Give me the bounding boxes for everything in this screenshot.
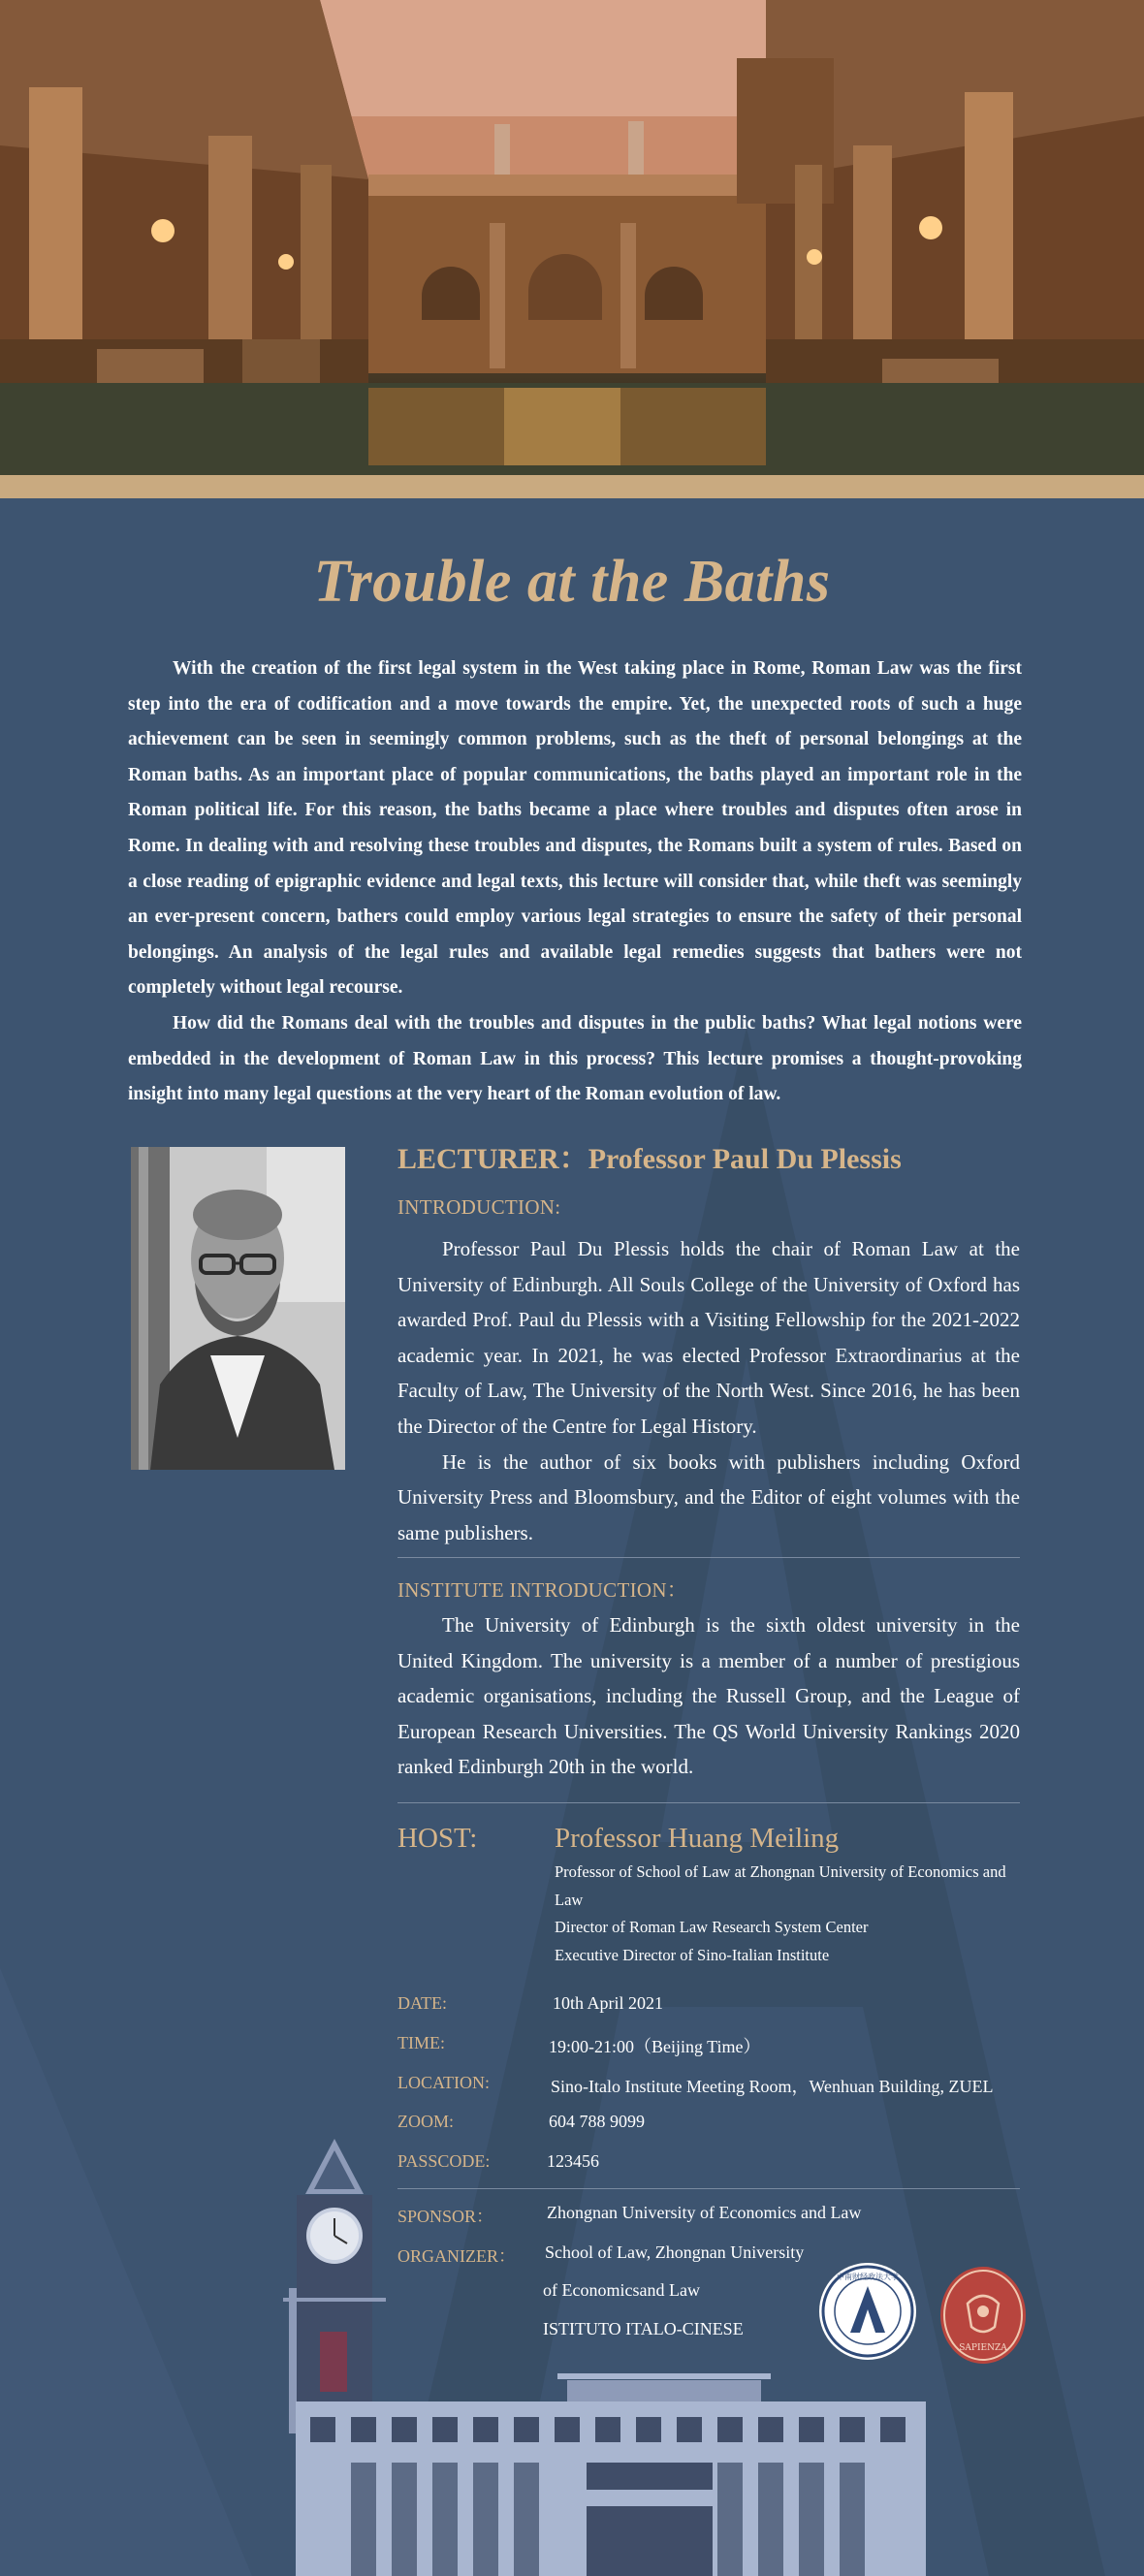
znufe-logo-text: 中南财经政法大学 xyxy=(837,2273,899,2281)
introduction-label: INTRODUCTION: xyxy=(397,1195,561,1219)
organizer-label: ORGANIZER： xyxy=(397,2246,516,2266)
abstract-paragraph: With the creation of the first legal system in the West taking place in Rome, Roman Law was the first step into the era of codification and a move towards the empire. Yet, the unexpected roots of such a huge achievement can be seen in seemingly common problems, such as the theft of personal belongings at the Roman baths. As an important place of popular communications, the baths played an important role in the Roman political life. For this reason, the baths became a place where troubles and disputes often arose in Rome. In dealing with and resolving these troubles and disputes, the Romans built a system of rules. Based on a close reading of epigraphic evidence and legal texts, this lecture will consider that, while theft was seemingly an ever-present concern, bathers could employ various legal strategies to ensure the safety of their personal belongings. An analysis of the legal rules and available legal remedies suggests that bathers were not completely without legal recourse. xyxy=(128,658,1022,999)
institute-introduction xyxy=(397,1607,1020,1785)
host-title-line: Executive Director of Sino-Italian Institute xyxy=(555,1945,830,1964)
znufe-emblem-icon xyxy=(819,2263,916,2360)
organizer-line: School of Law, Zhongnan University xyxy=(545,2242,805,2262)
organizer-line: ISTITUTO ITALO-CINESE xyxy=(543,2319,744,2338)
location-label: LOCATION: xyxy=(397,2073,490,2092)
host-title-line: Director of Roman Law Research System Center xyxy=(555,1918,869,1936)
passcode-value: 123456 xyxy=(547,2151,599,2171)
organizer-line: of Economicsand Law xyxy=(543,2280,700,2300)
sapienza-logo xyxy=(940,2267,1026,2364)
roman-baths-illustration xyxy=(0,0,1144,475)
sapienza-emblem-icon xyxy=(940,2267,1026,2364)
znufe-logo xyxy=(819,2263,916,2360)
institute-introduction-label: INSTITUTE INTRODUCTION： xyxy=(397,1578,688,1602)
location-value: Sino-Italo Institute Meeting Room，Wenhuan Building, ZUEL xyxy=(551,2077,994,2096)
date-value: 10th April 2021 xyxy=(553,1993,664,2013)
lecturer-introduction xyxy=(397,1231,1020,1550)
lecture-abstract xyxy=(128,652,1022,1113)
host-label: HOST: xyxy=(397,1823,478,1854)
section-divider xyxy=(397,1802,1020,1803)
sponsor-value: Zhongnan University of Economics and Law xyxy=(547,2203,862,2222)
introduction-paragraph: Professor Paul Du Plessis holds the chair of Roman Law at the University of Edinburgh. All Souls College of the University of Oxford has awarded Prof. Paul du Plessis with a Visiting Fellowship for the 2021-2022 academic year. In 2021, he was elected Professor Extraordinarius at the Faculty of Law, The University of the North West. Since 2016, he has been the Director of the Centre for Legal History. xyxy=(397,1237,1020,1438)
clock-tower-icon xyxy=(283,2139,386,2433)
date-label: DATE: xyxy=(397,1993,447,2013)
zoom-label: ZOOM: xyxy=(397,2112,454,2131)
time-label: TIME: xyxy=(397,2033,445,2052)
abstract-paragraph: How did the Romans deal with the troubles and disputes in the public baths? What legal notions were embedded in the development of Roman Law in this process? This lecture promises a thought-provoking insight into many legal questions at the very heart of the Roman evolution of law. xyxy=(128,1012,1022,1105)
lecturer-portrait-icon xyxy=(131,1147,345,1470)
time-value: 19:00-21:00（Beijing Time） xyxy=(549,2037,761,2056)
host-name: Professor Huang Meiling xyxy=(555,1823,840,1854)
lecturer-photo xyxy=(131,1147,345,1470)
page-title: Trouble at the Baths xyxy=(313,549,831,615)
hero-gold-stripe xyxy=(0,475,1144,498)
sponsor-label: SPONSOR： xyxy=(397,2207,494,2226)
host-titles xyxy=(555,1859,1030,1969)
hero-photo-roman-baths xyxy=(0,0,1144,475)
introduction-paragraph: He is the author of six books with publishers including Oxford University Press and Bloomsbury, and the Editor of eight volumes with the same publishers. xyxy=(397,1449,1020,1544)
host-title-line: Professor of School of Law at Zhongnan University of Economics and Law xyxy=(555,1862,1006,1909)
zoom-id: 604 788 9099 xyxy=(549,2112,645,2131)
section-divider xyxy=(397,2188,1020,2189)
section-divider xyxy=(397,1557,1020,1558)
institute-paragraph: The University of Edinburgh is the sixth oldest university in the United Kingdom. The university is a member of a number of prestigious academic organisations, including the Russell Group, and the League of European Research Universities. The QS World University Rankings 2020 ranked Edinburgh 20th in the world. xyxy=(397,1613,1020,1779)
passcode-label: PASSCODE: xyxy=(397,2151,491,2171)
university-building-icon xyxy=(296,2373,926,2576)
lecturer-heading: LECTURER：Professor Paul Du Plessis xyxy=(397,1143,902,1175)
sapienza-logo-text: SAPIENZA xyxy=(959,2343,1007,2353)
